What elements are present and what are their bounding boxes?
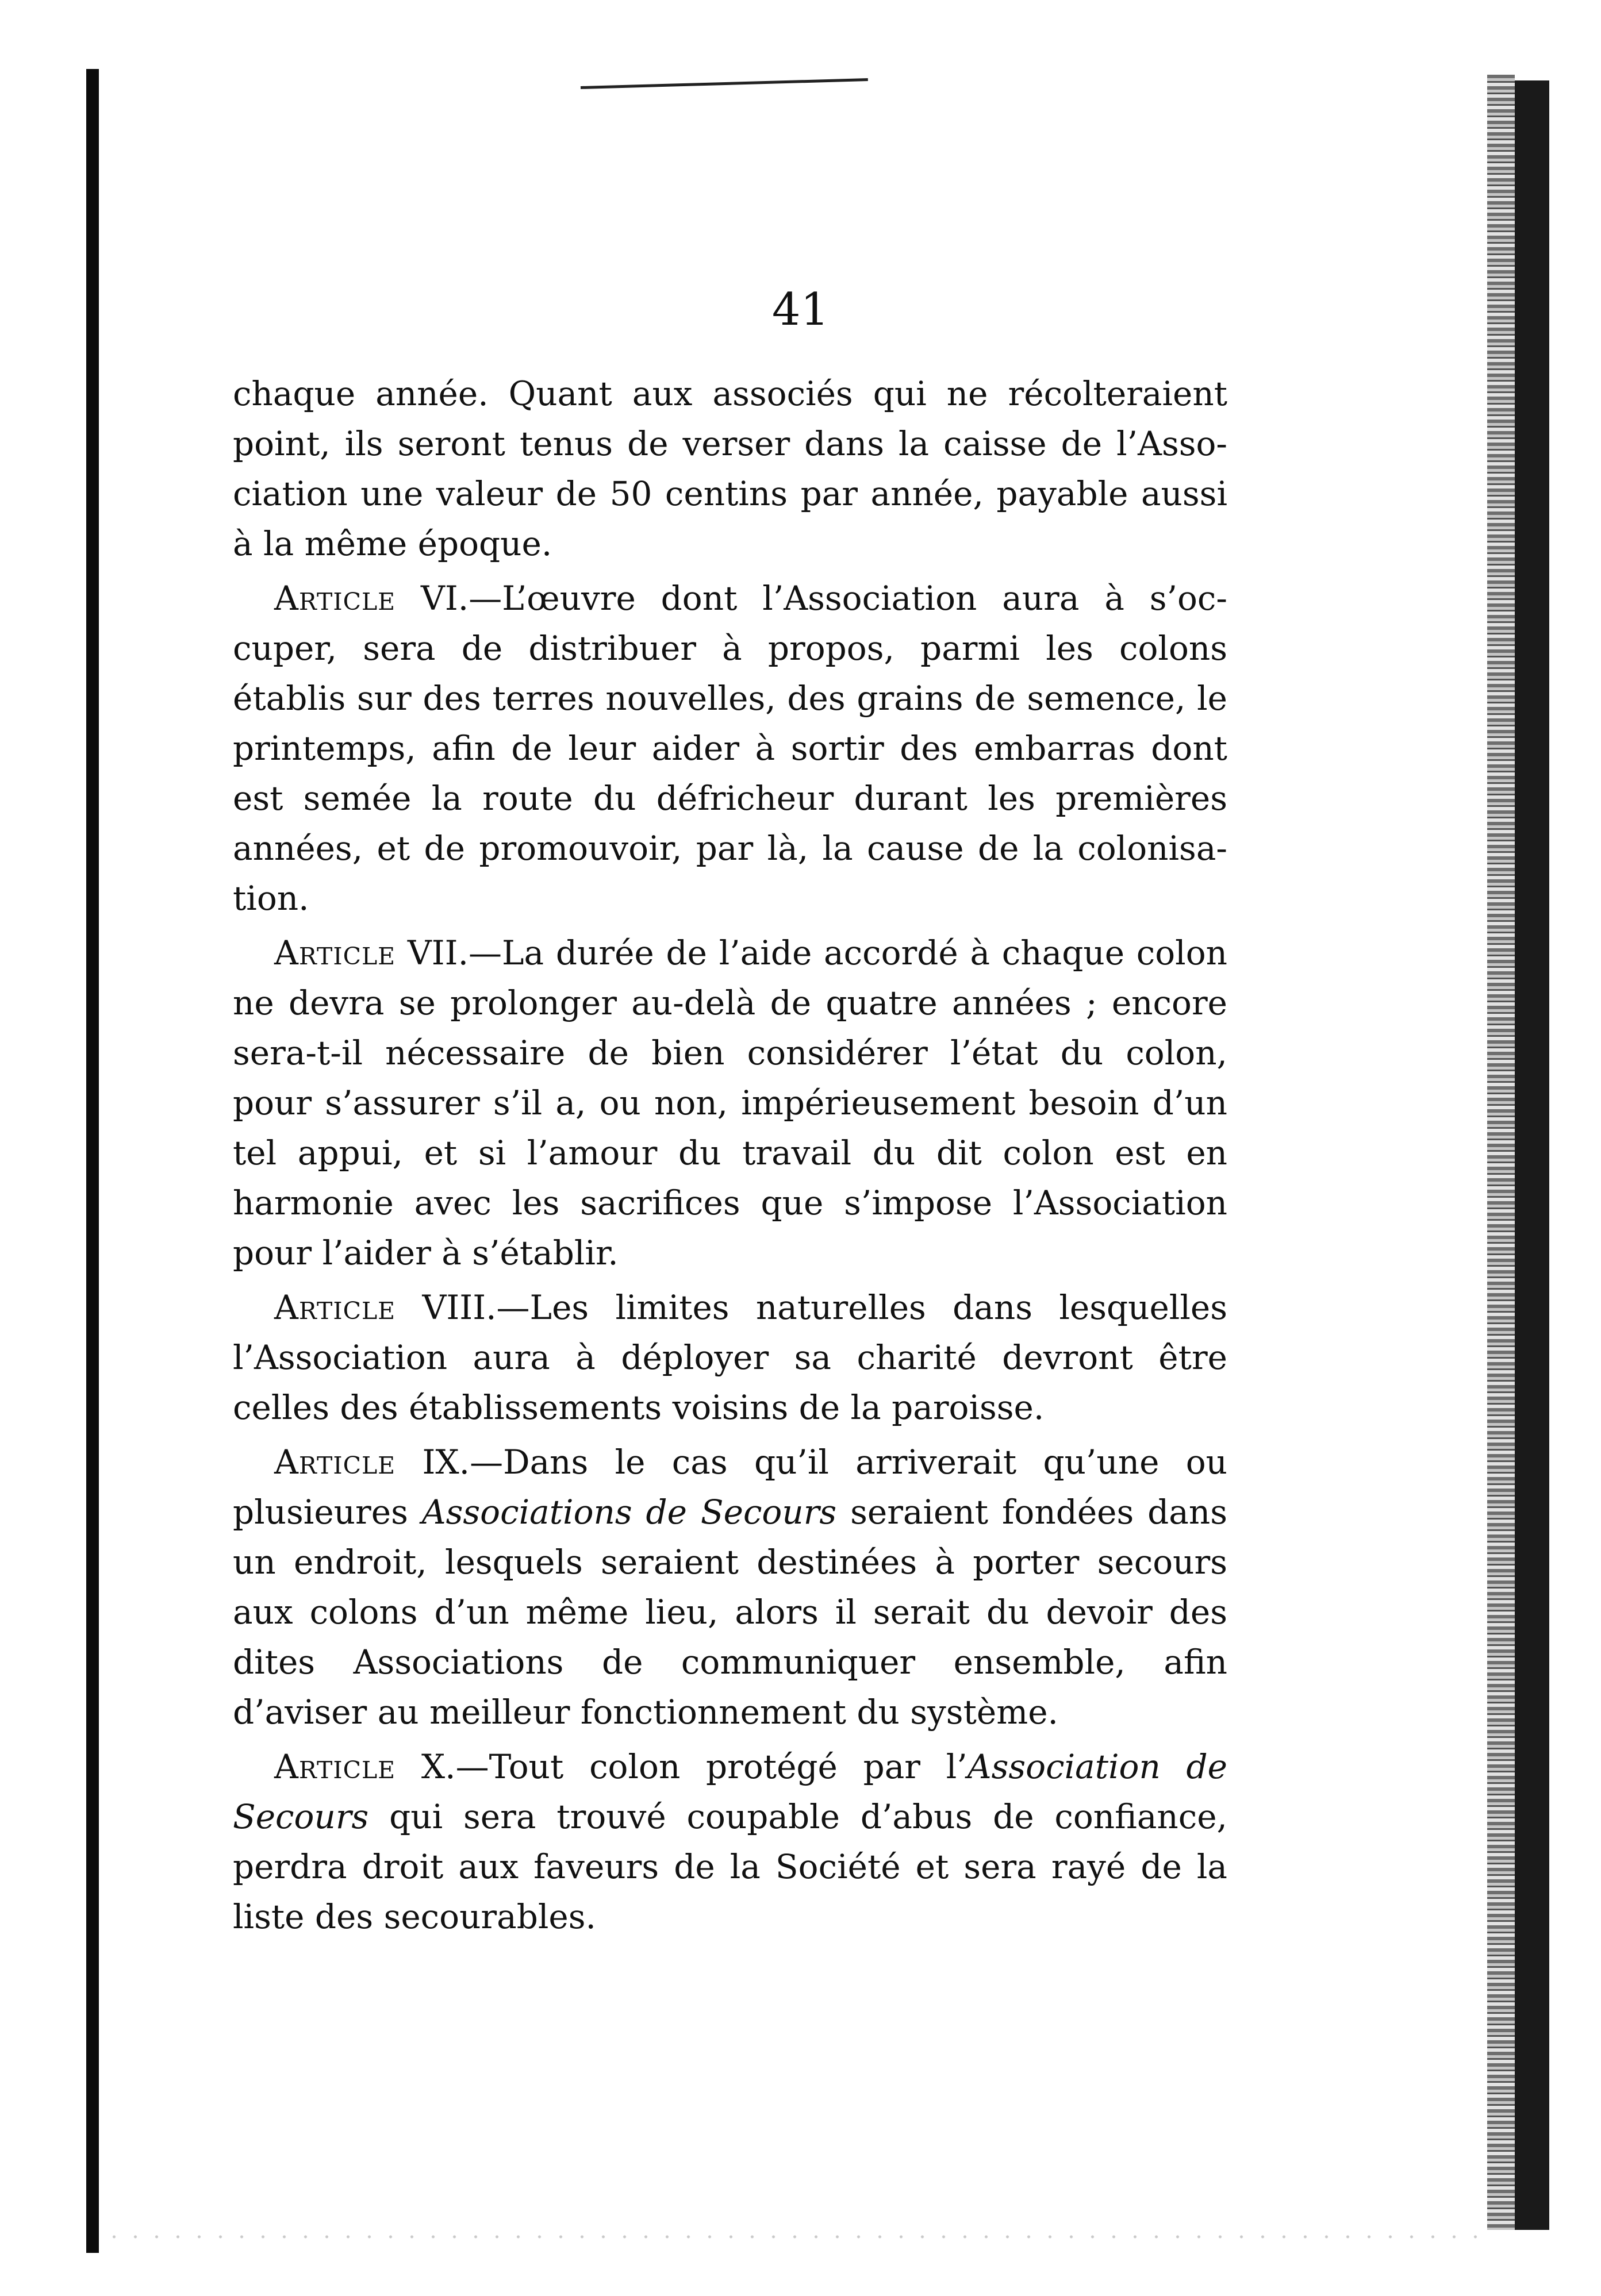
paragraph-article-6	[233, 574, 1227, 924]
article-text: —Tout colon protégé par l’	[455, 1747, 967, 1786]
article-number: IX.	[422, 1443, 470, 1482]
article-number: VIII.	[422, 1288, 497, 1327]
article-label: Article	[274, 1443, 396, 1482]
ink-stroke-top	[581, 78, 868, 89]
article-label: Article	[274, 579, 396, 618]
body-text	[233, 369, 1227, 1942]
paragraph-article-9	[233, 1437, 1227, 1737]
article-number: X.	[421, 1747, 456, 1786]
italic-term: Associations de Secours	[421, 1493, 837, 1532]
paragraph-intro: chaque année. Quant aux associés qui ne récolteraient point, ils seront tenus de verser dans la caisse de l’Asso-ciation une valeur de 50 centins par année, payable aussi à la même époque.	[233, 374, 1227, 563]
article-text: —Les limites naturelles dans lesquelles l’Association aura à déployer sa charité devront être celles des établissements voisins de la paroisse.	[233, 1288, 1227, 1427]
article-number: VI.	[421, 579, 469, 618]
article-number: VII.	[407, 933, 469, 972]
article-text: —L’œuvre dont l’Association aura à s’oc-cuper, sera de distribuer à propos, parmi les colons établis sur des terres nouvelles, des grains de semence, le printemps, afin de leur aider à sortir des embarras dont est semée la route du défricheur durant les premières années, et de promouvoir, par là, la cause de la colonisa-tion.	[233, 579, 1228, 918]
scan-border-right	[1515, 80, 1549, 2230]
article-label: Article	[274, 1288, 396, 1327]
paragraph-article-8	[233, 1283, 1227, 1433]
article-label: Article	[274, 1747, 396, 1786]
italic-term: Association de Secours	[233, 1747, 1228, 1836]
article-text: —Dans le cas qu’il arriverait qu’une ou plusieures	[233, 1443, 1227, 1532]
page-edge-right	[1487, 75, 1515, 2230]
article-text-cont: seraient fondées dans un endroit, lesquels seraient destinées à porter secours aux colons d’un même lieu, alors il serait du devoir des dites Associations de communiquer ensemble, afin d’aviser au meilleur fonctionnement du système.	[233, 1493, 1227, 1732]
paragraph-article-10	[233, 1742, 1227, 1942]
article-text-cont: qui sera trouvé coupable d’abus de confiance, perdra droit aux faveurs de la Société et sera rayé de la liste des secourables.	[233, 1797, 1227, 1936]
binding-edge-left	[86, 69, 99, 2253]
article-text: —La durée de l’aide accordé à chaque colon ne devra se prolonger au-delà de quatre années ; encore sera-t-il nécessaire de bien considérer l’état du colon, pour s’assurer s’il a, ou non, impérieusement besoin d’un tel appui, et si l’amour du travail du dit colon est en harmonie avec les sacrifices que s’impose l’Association pour l’aider à s’établir.	[233, 933, 1227, 1272]
scan-specks-bottom	[103, 2230, 1483, 2244]
paragraph-article-7	[233, 928, 1227, 1278]
page-number: 41	[771, 284, 830, 336]
article-label: Article	[274, 933, 396, 972]
